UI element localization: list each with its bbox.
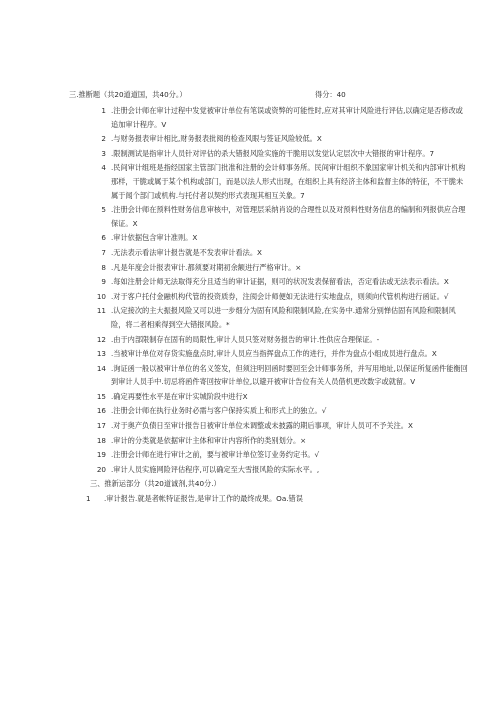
list-item <box>0 404 468 418</box>
item-number: 4 <box>101 163 106 173</box>
list-item <box>0 492 474 506</box>
item-number: 18 <box>96 435 106 445</box>
item-number: 19 <box>96 450 106 460</box>
item-number: 10 <box>96 291 106 301</box>
item-text: .由于内部限制存在固有的局限性,审计人员只签对财务报告的审计.性供应合理保证。- <box>111 334 380 344</box>
item-text: .与财务报表审计相比,财务报表批阅的检查风眼与签证风险较低。X <box>111 134 322 144</box>
item-text: .无法表示看法审计报告就是不发表审计看法。X <box>111 247 262 257</box>
list-item <box>0 434 468 448</box>
item-number: 14 <box>96 363 106 373</box>
item-number: 9 <box>101 277 106 287</box>
item-text: .审计的分类就是依据审计主体和审计内容所作的类别划分。× <box>111 435 307 445</box>
item-number: 17 <box>96 421 106 431</box>
list-item <box>0 333 468 347</box>
item-text: .审计人员实施网险评估程序,可以确定至大雪报风险的实际水平。, <box>111 464 320 474</box>
score-label: 得分：40 <box>315 90 346 99</box>
list-item <box>0 104 468 131</box>
item-number: 7 <box>101 247 106 257</box>
list-item <box>0 290 468 304</box>
list-item <box>0 448 468 462</box>
section-title: 三.推断题（共20道道国，共40分。） <box>69 90 187 99</box>
item-number: 20 <box>96 464 106 474</box>
item-number: 8 <box>101 262 106 272</box>
item-text: .注册会计师在进行审计之前，要与被审计单位签订业务约定书。√ <box>111 450 320 460</box>
list-item <box>0 132 468 146</box>
item-number: 3 <box>101 148 106 158</box>
list-item <box>0 275 468 289</box>
item-text: .注册会计师在执行业务时必需与客户保持实质上和形式上的独立。√ <box>111 406 327 416</box>
list-item <box>0 161 468 202</box>
list-item <box>0 463 468 477</box>
section-header <box>69 88 439 102</box>
list-item <box>0 203 468 230</box>
item-text: .每如注册会计师无法取得充分且适当的审计证据，则可的状况发表保留看法，否定看法或无法表示看法。X <box>111 277 449 287</box>
item-number: 6 <box>101 233 106 243</box>
item-text: .注册会计师在预料性财务信息审核中，对管理层采纳肖设的合理性以及对预料性财务信息的编制和列报供应合理保证。X <box>111 205 466 228</box>
item-number: 16 <box>96 406 106 416</box>
item-text: .限制测试是指审计人员针对评估的杀大错报风险实施的干脆用以发觉认定层次中大错报的审计程序。7 <box>111 148 435 158</box>
item-number: 15 <box>96 391 106 401</box>
item-text: .当被审计单位对存货实施盘点时,审计人员应当指挥盘点工作的进行，并作为盘点小组成员进行盘点。X <box>111 349 437 359</box>
item-text: .确定再要性水平是在审计实城阶段中进行X <box>111 391 248 401</box>
item-text: .认定接次的主大振报风险又可以进一步细分为固有风险和限制风险,在实务中.通常分别惮估固有风险和限制风险，将二者相乘得到空大错报风险。* <box>111 306 456 329</box>
item-text: .注册会计师在审计过程中发觉被审计单位有笔误或资弊的可能性时,应对其审计风险进行评估,以确定是否修改或追加审计程序。V <box>111 106 463 129</box>
item-text: .审计依据包含审计准则。X <box>111 233 198 243</box>
item-text: .询证函一般以被审计单位的名义签发，但须注明回函时要回至会计师事务所，并写用地址,以保证所复函件能衡回到审计人员手中.切忌将函件寄回按审计单位,以避开被审计告位有关人员借机更改数字或就留。V <box>111 363 468 387</box>
list-item <box>0 347 468 361</box>
list-item <box>0 246 468 260</box>
list-item <box>0 390 468 404</box>
item-text: .民间审计组班是指经国家主管部门批准和注册的会计师事务所。民间审计组织不象国家审计机关和内部审计机构那样，干脆或属于某个机构或部门，而是以法人形式出现，在组织上具有经济主体和监督主体的特征，不干脆未属于闻个部门或机构.与托付者以契约形式表现其相互关象。7 <box>111 163 466 200</box>
list-item <box>0 261 468 275</box>
question-list <box>0 104 500 506</box>
item-text: .审计报告.就是者帐特证报告,是审计工作的最终成果。Oa.错误 <box>104 494 303 504</box>
item-number: 1 <box>101 106 106 115</box>
item-number: 2 <box>101 134 106 144</box>
item-text: .凡是年度会计报表审计.都须要对期初余额进行严格审计。× <box>111 262 302 272</box>
list-item <box>0 419 468 433</box>
list-item <box>0 231 468 245</box>
item-text: .对于客户托付金融机构代管的投资质券，注阂会计师便如无法进行实地盘点，则须向代管机构进行函证。√ <box>111 291 449 301</box>
section2-title: 三、推新运部分（共20道诚剂,共40分.） <box>90 479 221 489</box>
list-item <box>0 304 468 331</box>
list-item <box>0 362 468 389</box>
item-text: .对于奥产负债日至审计报告日被审计单位未调整或未披露的期后事项，审计人员可不予关注。X <box>111 421 413 431</box>
item-number: 12 <box>96 334 106 344</box>
item-number: 5 <box>101 205 106 215</box>
list-item <box>0 147 468 161</box>
item-number: 13 <box>96 349 106 359</box>
item-number: 1 <box>86 494 91 504</box>
item-number: 11 <box>96 306 106 316</box>
